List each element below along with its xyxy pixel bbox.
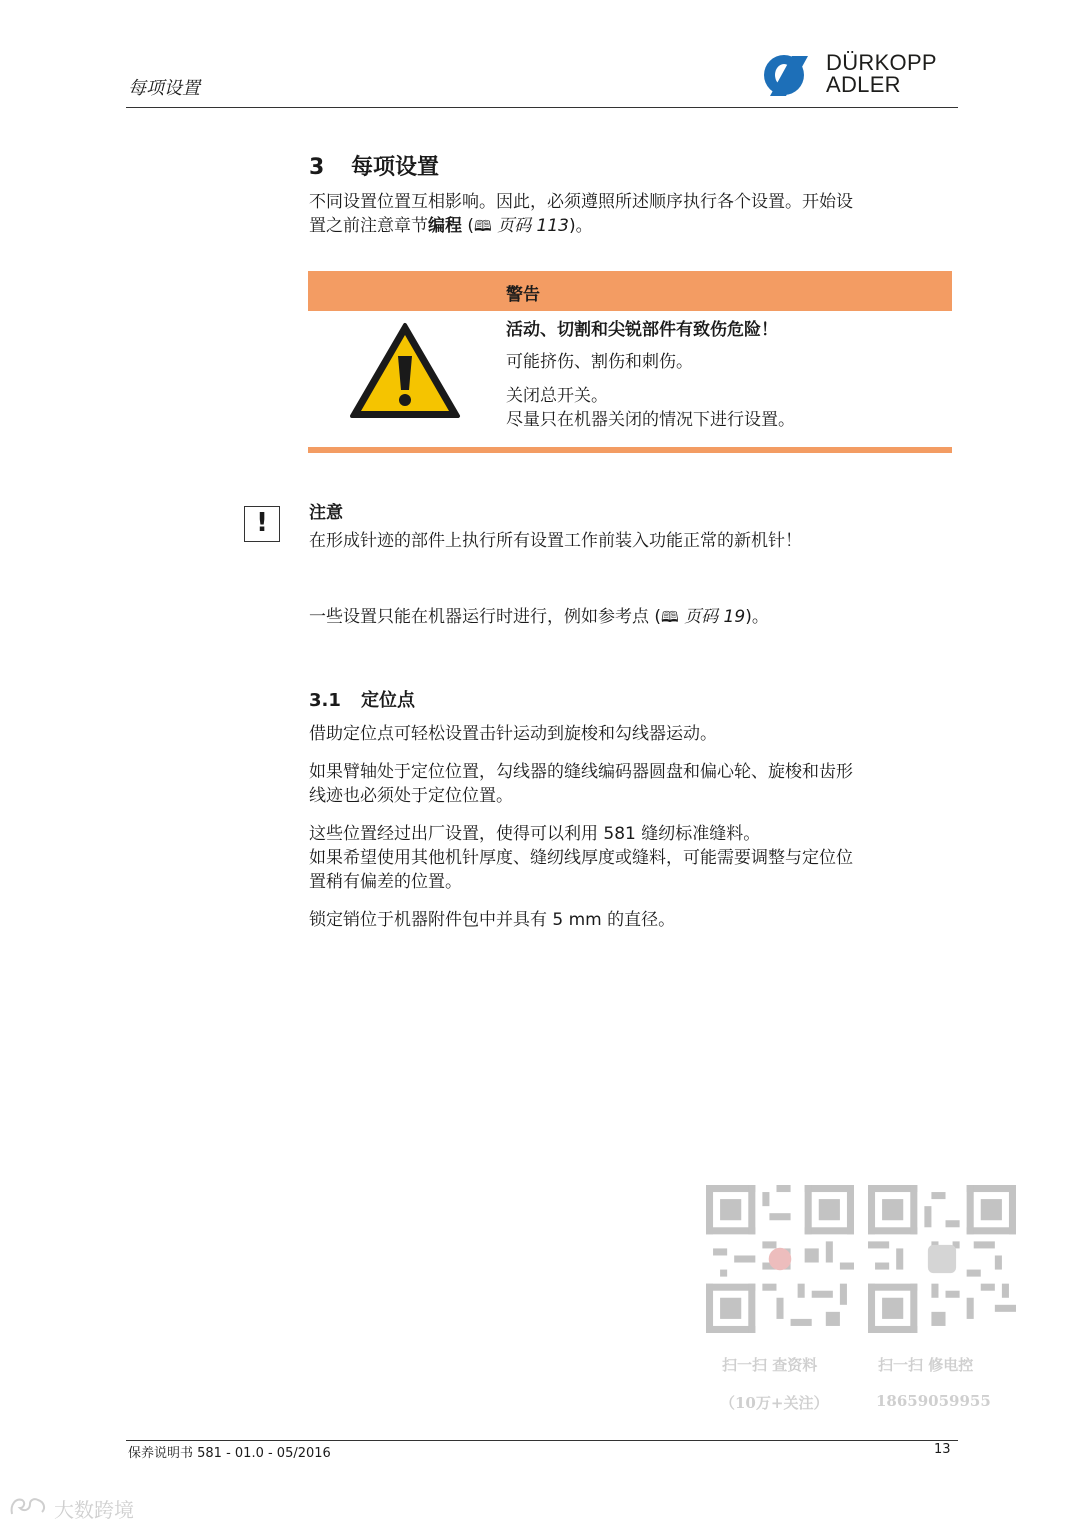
qr-right-caption-2: 18659059955 <box>876 1392 991 1410</box>
qr-right-caption-1: 扫一扫 修电控 <box>878 1356 974 1374</box>
brand-name <box>826 52 937 96</box>
footer-document-id: 保养说明书 581 - 01.0 - 05/2016 <box>128 1446 331 1461</box>
warning-triangle-icon <box>349 322 461 420</box>
section-title: 每项设置 <box>351 155 440 180</box>
qr-left-caption-2: （10万+关注） <box>720 1394 829 1412</box>
subsection-title: 定位点 <box>361 690 415 711</box>
paragraph-3: 这些位置经过出厂设置，使得可以利用 581 缝纫标准缝料。 如果希望使用其他机针厚度、缝纫线厚度或缝料，可能需要调整与定位位 置稍有偏差的位置。 <box>309 824 853 892</box>
intro-line-1: 不同设置位置互相影响。因此，必须遵照所述顺序执行各个设置。开始设 <box>309 192 853 212</box>
intro-line-2: 置之前注意章节编程 (🕮 页码 113)。 <box>309 216 593 236</box>
page-header-title: 每项设置 <box>128 78 200 99</box>
paragraph-4: 锁定销位于机器附件包中并具有 5 mm 的直径。 <box>309 910 676 930</box>
page-number: 13 <box>934 1442 951 1457</box>
section-intro <box>309 190 954 238</box>
book-icon: 🕮 <box>661 608 679 626</box>
paragraph-2: 如果臂轴处于定位位置，勾线器的缝线编码器圆盘和偏心轮、旋梭和齿形 线迹也必须处于定位位置。 <box>309 762 853 806</box>
brand-mark-icon <box>762 50 822 100</box>
warning-action-1: 关闭总开关。 <box>506 386 608 406</box>
brand-line-1: DÜRKOPP <box>826 50 937 75</box>
watermark-logo-icon <box>8 1494 52 1518</box>
brand-line-2: ADLER <box>826 72 901 97</box>
warning-consequence: 可能挤伤、割伤和刺伤。 <box>506 352 693 372</box>
subsection-number: 3.1 <box>309 690 341 711</box>
page-reference[interactable]: 页码 113 <box>491 216 569 236</box>
section-number: 3 <box>309 155 325 180</box>
watermark-text: 大数跨境 <box>54 1498 134 1522</box>
page-reference[interactable]: 页码 19 <box>678 607 746 627</box>
paragraph-1: 借助定位点可轻松设置击针运动到旋梭和勾线器运动。 <box>309 724 717 744</box>
chapter-link-programming[interactable]: 编程 <box>428 216 462 236</box>
warning-bottom-bar <box>308 447 952 453</box>
qr-left-caption-1: 扫一扫 查资料 <box>722 1356 818 1374</box>
section-heading <box>309 150 439 181</box>
book-icon: 🕮 <box>474 217 492 235</box>
qr-code-right <box>868 1185 1016 1333</box>
warning-label: 警告 <box>506 285 540 305</box>
warning-header-bar <box>308 271 952 311</box>
note-title: 注意 <box>309 503 343 523</box>
exclamation-icon: ! <box>244 506 280 542</box>
note-text: 在形成针迹的部件上执行所有设置工作前装入功能正常的新机针！ <box>309 531 802 551</box>
brand-logo <box>762 50 958 100</box>
warning-action-2: 尽量只在机器关闭的情况下进行设置。 <box>506 410 795 430</box>
warning-headline: 活动、切割和尖锐部件有致伤危险！ <box>506 320 778 340</box>
footer-divider <box>126 1440 958 1441</box>
subsection-heading <box>309 686 415 712</box>
header-divider <box>126 107 958 108</box>
running-note: 一些设置只能在机器运行时进行，例如参考点 (🕮 页码 19)。 <box>309 607 769 627</box>
qr-code-left <box>706 1185 854 1333</box>
